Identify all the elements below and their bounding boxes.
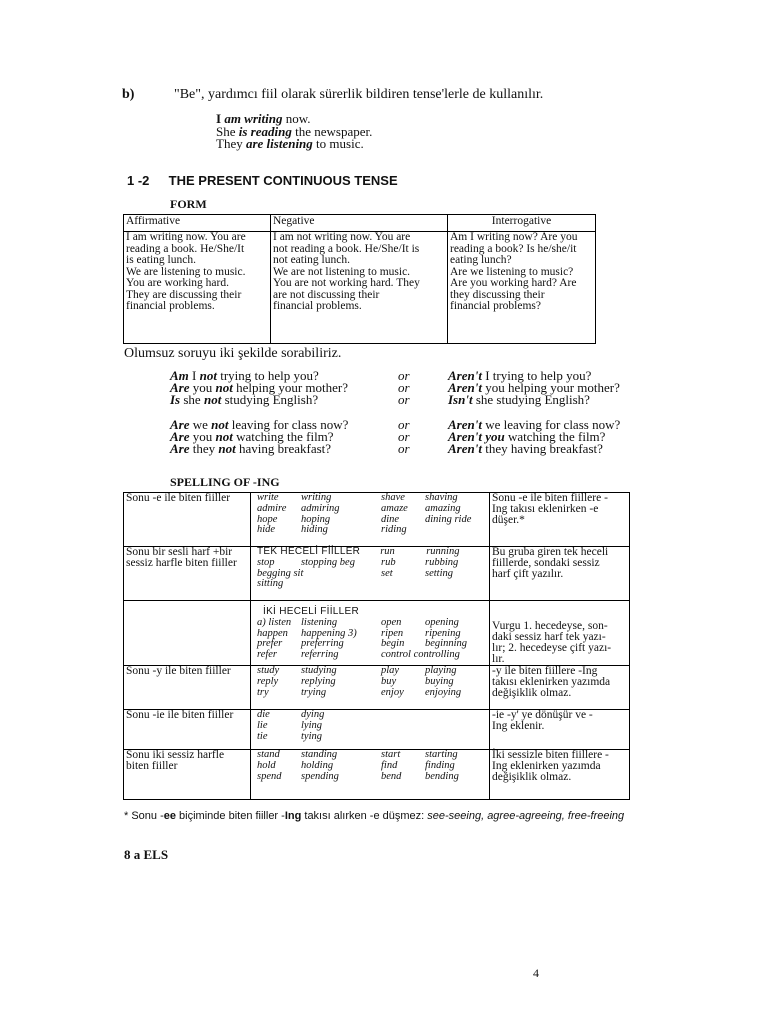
- word-row: [257, 677, 487, 688]
- word-row: [257, 772, 487, 783]
- rule-line: takısı eklenirken yazımda: [492, 676, 611, 688]
- spelling-category: [124, 601, 251, 666]
- base-verb: buy: [381, 675, 397, 687]
- rule-line: Ing takısı eklenirken -e: [492, 503, 599, 515]
- base-verb: admire: [257, 502, 287, 514]
- form-cell-negative: [271, 232, 448, 344]
- base-verb: [381, 721, 425, 732]
- base-verb: happen: [257, 627, 288, 639]
- category-line: sessiz harfle biten fiiller: [126, 557, 237, 569]
- spelling-title: SPELLING OF -ING: [170, 475, 280, 489]
- subject: I: [188, 368, 200, 383]
- example-verb: is reading: [238, 123, 292, 139]
- word-row: [257, 721, 487, 732]
- subject: we: [189, 417, 212, 432]
- spelling-examples: [251, 601, 490, 666]
- form-cell-line: financial problems.: [126, 300, 215, 312]
- base-verb: lie: [257, 719, 268, 731]
- example-subject: They: [216, 136, 246, 151]
- base-verb: die: [257, 709, 270, 720]
- sentence-rest: she studying English?: [472, 392, 590, 407]
- contracted-auxiliary: Aren't: [448, 441, 482, 456]
- base-verb: reply: [257, 675, 279, 687]
- base-verb: control controlling: [381, 649, 460, 661]
- form-label: FORM: [170, 197, 207, 211]
- rule-line: değişiklik olmaz.: [492, 687, 572, 699]
- form-cell-line: I am writing now. You are: [126, 231, 246, 243]
- sentence-rest: we leaving for class now?: [481, 417, 621, 432]
- word-row: [257, 618, 487, 629]
- word-row: [257, 710, 487, 721]
- spelling-row: [124, 547, 630, 601]
- or-column-group-2: [398, 419, 410, 455]
- or-word: or: [398, 441, 410, 456]
- ing-form: listening: [301, 616, 338, 628]
- form-cell-line: not reading a book. He/She/It is: [273, 242, 420, 255]
- spelling-row: [124, 493, 630, 547]
- word-row: [257, 732, 487, 743]
- base-verb: stand: [257, 749, 280, 760]
- base-verb: try: [257, 686, 269, 698]
- example-rest: to music.: [312, 136, 364, 151]
- base-verb: hide: [257, 524, 276, 536]
- spelling-examples: [251, 547, 490, 601]
- ing-form: hiding: [301, 524, 328, 536]
- auxiliary-verb: Are: [170, 441, 190, 456]
- footer-label: 8 a ELS: [124, 847, 169, 862]
- negative-sentence-b: [448, 443, 620, 455]
- not-word: not: [199, 368, 217, 383]
- form-cell-line: They are discussing their: [126, 288, 242, 301]
- negative-form-b-group-2: [448, 419, 620, 455]
- group-heading-text: İKİ HECELİ FİİLLER: [263, 606, 359, 617]
- spelling-category: [124, 750, 251, 800]
- form-cell-line: not eating lunch.: [273, 254, 350, 266]
- spelling-row: [124, 710, 630, 750]
- auxiliary-verb: Is: [170, 392, 181, 407]
- ing-form: referring: [301, 649, 339, 661]
- negative-sentence-a: [170, 394, 348, 406]
- spelling-rule: [490, 601, 630, 666]
- ing-form: enjoying: [425, 686, 462, 698]
- ing-form: amazing: [425, 502, 461, 514]
- form-cell-line: financial problems?: [450, 300, 542, 312]
- section-heading: [127, 173, 398, 188]
- spelling-rule: [490, 750, 630, 800]
- ing-form: dying: [301, 709, 325, 720]
- rule-line: harf çift yazılır.: [492, 568, 564, 580]
- base-verb: sitting: [257, 578, 284, 590]
- rule-line: fiillerde, sondaki sessiz: [492, 557, 600, 569]
- sentence-rest: studying English?: [221, 392, 319, 407]
- contracted-auxiliary: Aren't: [448, 417, 482, 432]
- ing-form: beginning: [425, 638, 467, 650]
- spelling-category: [124, 666, 251, 710]
- base-verb: dine: [381, 513, 400, 525]
- or-word: or: [398, 368, 410, 383]
- category-line: Sonu -y ile biten fiiller: [126, 665, 231, 677]
- rule-line: Ing eklenirken yazımda: [492, 760, 601, 772]
- ing-form: spending: [301, 770, 339, 782]
- form-cell-line: eating lunch?: [450, 254, 512, 266]
- ing-form: setting: [425, 567, 453, 579]
- not-word: not: [215, 429, 233, 444]
- example-verb: am writing: [224, 111, 283, 126]
- form-header-affirmative: Affirmative: [124, 215, 271, 232]
- ing-form: buying: [425, 675, 454, 687]
- sentence-rest: I trying to help you?: [481, 368, 592, 383]
- sentence-rest: trying to help you?: [216, 368, 319, 383]
- auxiliary-verb: Are: [170, 429, 190, 444]
- subject: they: [189, 441, 219, 456]
- section-marker: b): [122, 87, 135, 102]
- sentence-rest: watching the film?: [232, 429, 334, 444]
- ing-form: finding: [425, 759, 455, 771]
- spelling-rule: [490, 547, 630, 601]
- auxiliary-verb: Are: [170, 417, 190, 432]
- rule-line: düşer.*: [492, 514, 525, 526]
- form-cell-line: is eating lunch.: [126, 254, 196, 266]
- word-row: [257, 650, 487, 661]
- rule-line: -y ile biten fiillere -Ing: [492, 665, 598, 677]
- ing-form: opening: [425, 616, 459, 628]
- word: running: [426, 546, 460, 557]
- word-row: [257, 579, 487, 590]
- spelling-examples: [251, 493, 490, 547]
- ing-form: studying: [301, 665, 337, 676]
- ing-form: [301, 579, 381, 590]
- subject: you: [189, 429, 216, 444]
- form-cell-line: reading a book. He/She/It: [126, 242, 245, 255]
- form-cell-line: reading a book? Is he/she/it: [450, 242, 577, 255]
- base-verb: riding: [381, 524, 407, 536]
- base-verb: [381, 579, 425, 590]
- rule-line: daki sessiz harf tek yazı-: [492, 631, 606, 643]
- ing-form: tying: [301, 730, 322, 742]
- rule-line: -ie -y' ye dönüşür ve -: [492, 709, 593, 721]
- form-table: [123, 214, 596, 344]
- or-word: or: [398, 380, 410, 395]
- form-cell-line: Are you working hard? Are: [450, 277, 577, 289]
- form-cell-line: Am I writing now? Are you: [450, 231, 578, 243]
- form-cell-line: You are not working hard. They: [273, 277, 420, 289]
- contracted-auxiliary: Aren't you: [448, 429, 505, 444]
- spacer: [360, 547, 380, 558]
- sentence-rest: watching the film?: [504, 429, 606, 444]
- not-word: not: [218, 441, 236, 456]
- base-verb: stop: [257, 556, 275, 568]
- or-column-group-1: [398, 370, 410, 406]
- rule-line: lır; 2. hecedeyse çift yazı-: [492, 642, 612, 654]
- intro-examples: [216, 113, 372, 151]
- ing-form: preferring: [301, 638, 344, 650]
- page-number: 4: [533, 966, 539, 980]
- base-verb: bend: [381, 770, 402, 782]
- form-cell-line: We are listening to music.: [126, 265, 246, 278]
- base-verb: enjoy: [381, 686, 404, 698]
- ing-form: stopping beg: [301, 556, 355, 568]
- section-title: THE PRESENT CONTINUOUS TENSE: [168, 173, 398, 188]
- rule-line: değişiklik olmaz.: [492, 771, 572, 783]
- base-verb: set: [381, 567, 393, 579]
- spelling-rule: [490, 710, 630, 750]
- spelling-category: [124, 710, 251, 750]
- category-line: Sonu -ie ile biten fiiller: [126, 709, 234, 721]
- ing-form: ripening: [425, 627, 461, 639]
- negative-form-a-group-2: [170, 419, 348, 455]
- negative-sentence-a: [170, 443, 348, 455]
- negative-form-b-group-1: [448, 370, 620, 406]
- ing-form: [301, 569, 381, 580]
- sentence-rest: you helping your mother?: [481, 380, 620, 395]
- base-verb: [381, 732, 425, 743]
- ing-form: replying: [301, 675, 336, 687]
- word: run: [380, 546, 395, 557]
- form-cell-line: I am not writing now. You are: [273, 231, 411, 243]
- ing-form: shaving: [425, 492, 458, 503]
- ing-form: trying: [301, 686, 327, 698]
- negative-sentence-b: [448, 394, 620, 406]
- category-line: Sonu iki sessiz harfle: [126, 749, 225, 761]
- base-verb: spend: [257, 770, 282, 782]
- form-cell-line: We are not listening to music.: [273, 265, 411, 278]
- base-verb: hold: [257, 759, 276, 771]
- rule-line: Sonu -e ile biten fiillere -: [492, 492, 608, 504]
- category-line: Sonu -e ile biten fiiller: [126, 492, 231, 504]
- sentence-rest: having breakfast?: [235, 441, 332, 456]
- form-cell-interrogative: [448, 232, 596, 344]
- base-verb: [381, 710, 425, 721]
- sentence-rest: helping your mother?: [232, 380, 349, 395]
- ing-form: hoping: [301, 513, 331, 525]
- base-verb: open: [381, 616, 402, 628]
- example-verb: are listening: [245, 136, 313, 151]
- base-verb: write: [257, 492, 279, 503]
- category-line: biten fiiller: [126, 760, 178, 772]
- group-heading-text: TEK HECELİ FİİLLER: [257, 546, 361, 557]
- sentence-rest: leaving for class now?: [228, 417, 349, 432]
- contracted-auxiliary: Aren't: [448, 368, 482, 383]
- intro-text: "Be", yardımcı fiil olarak sürerlik bildiren tense'lerle de kullanılır.: [174, 87, 544, 102]
- negative-form-a-group-1: [170, 370, 348, 406]
- form-cell-line: are not discussing their: [273, 288, 380, 301]
- spelling-row: [124, 750, 630, 800]
- form-cell-affirmative: [124, 232, 271, 344]
- section-number: 1 -2: [127, 173, 150, 188]
- or-word: or: [398, 417, 410, 432]
- spelling-row: [124, 666, 630, 710]
- word-row: [257, 504, 487, 515]
- word-row: [257, 569, 487, 580]
- form-header-interrogative: Interrogative: [448, 215, 596, 232]
- ing-form: happening 3): [301, 627, 357, 639]
- spelling-rule: [490, 666, 630, 710]
- base-verb: find: [381, 759, 398, 771]
- spelling-category: [124, 493, 251, 547]
- base-verb: tie: [257, 730, 268, 742]
- word-row: [257, 558, 487, 569]
- or-word: or: [398, 429, 410, 444]
- ing-form: starting: [425, 749, 458, 760]
- auxiliary-verb: Am: [170, 368, 189, 383]
- spelling-category: [124, 547, 251, 601]
- sentence-rest: they having breakfast?: [481, 441, 603, 456]
- base-verb: ripen: [381, 627, 404, 639]
- word-row: [257, 525, 487, 536]
- auxiliary-verb: Are: [170, 380, 190, 395]
- subject: she: [180, 392, 204, 407]
- ing-form: bending: [425, 770, 459, 782]
- ing-form: lying: [301, 719, 322, 731]
- rule-line: Bu gruba giren tek heceli: [492, 546, 609, 558]
- spelling-rule: [490, 493, 630, 547]
- example-rest: the newspaper.: [291, 123, 373, 139]
- ing-form: rubbing: [425, 556, 459, 568]
- ing-form: playing: [425, 665, 457, 676]
- form-cell-line: You are working hard.: [126, 277, 229, 289]
- not-word: not: [211, 417, 229, 432]
- example-rest: now.: [282, 111, 311, 126]
- base-verb: refer: [257, 649, 278, 661]
- spelling-row: [124, 601, 630, 666]
- or-word: or: [398, 392, 410, 407]
- rule-line: Ing eklenir.: [492, 720, 545, 732]
- ing-form: holding: [301, 759, 334, 771]
- example-subject: I: [216, 111, 225, 126]
- base-verb: hope: [257, 513, 278, 525]
- ing-form: dining ride: [425, 513, 472, 525]
- example-subject: She: [216, 123, 239, 139]
- ing-form: writing: [301, 492, 332, 503]
- spelling-examples: [251, 666, 490, 710]
- base-verb: amaze: [381, 502, 408, 514]
- form-header-negative: Negative: [271, 215, 448, 232]
- rule-line: Vurgu 1. hecedeyse, son-: [492, 620, 608, 632]
- form-cell-line: they discussing their: [450, 288, 545, 301]
- ing-form: admiring: [301, 502, 340, 514]
- spelling-table: [123, 492, 630, 800]
- base-verb: begin: [381, 638, 405, 650]
- spelling-examples: [251, 710, 490, 750]
- rule-line: İki sessizle biten fiillere -: [492, 749, 609, 761]
- not-word: not: [215, 380, 233, 395]
- base-verb: a) listen: [257, 616, 292, 628]
- spelling-footnote: * Sonu -ee biçiminde biten fiiller -Ing takısı alırken -e düşmez: see-seeing, agree-agreeing, free-freeing: [124, 810, 625, 822]
- base-verb: rub: [381, 556, 396, 568]
- spelling-examples: [251, 750, 490, 800]
- word-row: [257, 515, 487, 526]
- base-verb: play: [381, 665, 400, 676]
- word-row: [257, 688, 487, 699]
- form-cell-line: Are we listening to music?: [450, 265, 574, 278]
- base-verb: begging sit: [257, 567, 304, 579]
- rule-line: lır.: [492, 653, 505, 665]
- base-verb: start: [381, 749, 401, 760]
- not-word: not: [203, 392, 222, 407]
- word-row: [257, 761, 487, 772]
- subject: you: [189, 380, 216, 395]
- base-verb: shave: [381, 492, 405, 503]
- ing-form: standing: [301, 749, 338, 760]
- intro-example-line: [216, 138, 372, 151]
- category-line: Sonu bir sesli harf +bir: [126, 546, 233, 558]
- contracted-auxiliary: Aren't: [448, 380, 482, 395]
- contracted-auxiliary: Isn't: [448, 392, 473, 407]
- form-cell-line: financial problems.: [273, 300, 362, 312]
- negative-question-intro: Olumsuz soruyu iki şekilde sorabiliriz.: [124, 346, 342, 361]
- base-verb: study: [257, 665, 280, 676]
- base-verb: prefer: [257, 638, 283, 650]
